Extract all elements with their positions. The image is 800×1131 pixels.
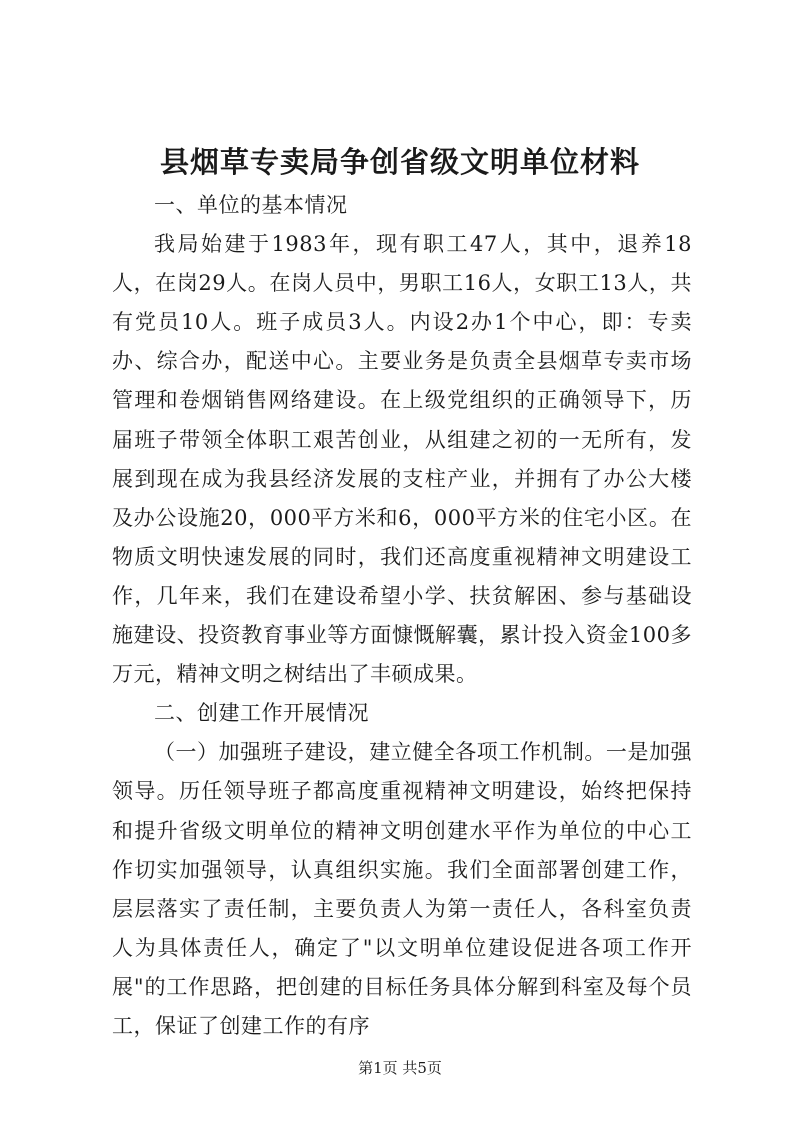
paragraph-basic-info: 我局始建于1983年，现有职工47人，其中，退养18人，在岗29人。在岗人员中，男职工16人，女职工13人，共有党员10人。班子成员3人。内设2办1个中心，即：专卖办、综合办，配送中心。主要业务是负责全县烟草专卖市场管理和卷烟销售网络建设。在上级党组织的正确领导下，历届班子带领全体职工艰苦创业，从组建之初的一无所有，发展到现在成为我县经济发展的支柱产业，并拥有了办公大楼及办公设施20，000平方米和6，000平方米的住宅小区。在物质文明快速发展的同时，我们还高度重视精神文明建设工作，几年来，我们在建设希望小学、扶贫解困、参与基础设施建设、投资教育事业等方面慷慨解囊，累计投入资金100多万元，精神文明之树结出了丰硕成果。 [112, 232, 692, 687]
section-heading-work-progress: 二、创建工作开展情况 [154, 701, 369, 726]
document-body [112, 186, 692, 1046]
section-heading-basic-info: 一、单位的基本情况 [154, 193, 348, 217]
paragraph-team-building: （一）加强班子建设，建立健全各项工作机制。一是加强领导。历任领导班子都高度重视精神文明建设，始终把保持和提升省级文明单位的精神文明创建水平作为单位的中心工作切实加强领导，认真组织实施。我们全面部署创建工作，层层落实了责任制，主要负责人为第一责任人，各科室负责人为具体责任人，确定了"以文明单位建设促进各项工作开展"的工作思路，把创建的目标任务具体分解到科室及每个员工，保证了创建工作的有序 [112, 740, 692, 1038]
page-footer: 第1页 共5页 [358, 1059, 442, 1077]
document-title: 县烟草专卖局争创省级文明单位材料 [159, 145, 640, 179]
